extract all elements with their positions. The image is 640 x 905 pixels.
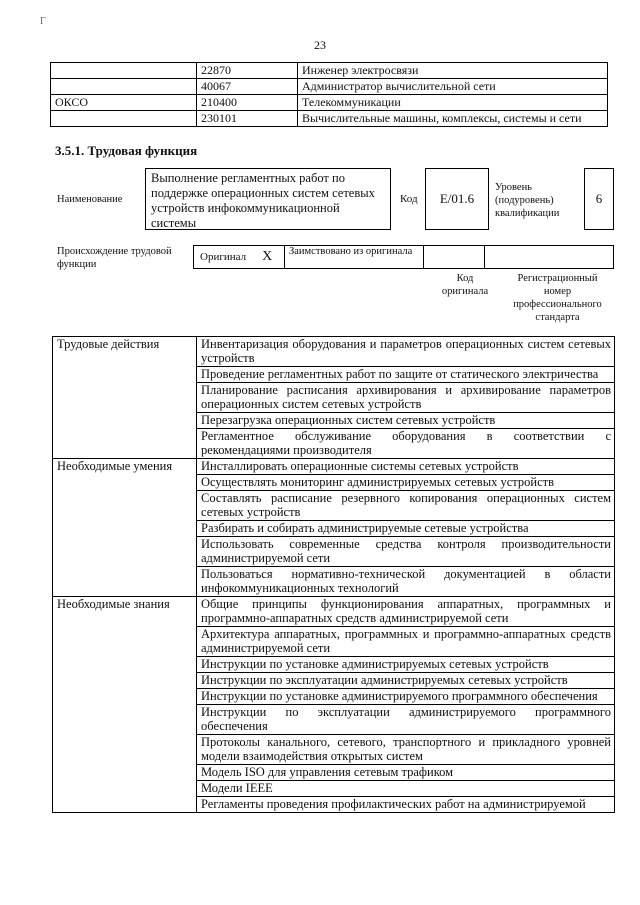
okso-code-cell: 22870	[197, 63, 298, 79]
level-value: 6	[584, 168, 614, 230]
item-cell: Использовать современные средства контроля производительности администрируемой сети	[197, 537, 615, 567]
okso-name-cell: Телекоммуникации	[298, 95, 608, 111]
page-number: 23	[314, 38, 326, 52]
original-mark: X	[262, 249, 273, 264]
table-row	[53, 337, 615, 367]
item-cell: Разбирать и собирать администрируемые сетевые устройства	[197, 521, 615, 537]
item-cell: Регламенты проведения профилактических работ на администрируемой	[197, 797, 615, 813]
category-cell: Необходимые знания	[53, 597, 197, 813]
okso-code-cell: 40067	[197, 79, 298, 95]
name-label: Наименование	[57, 194, 123, 205]
okso-code-cell: 230101	[197, 111, 298, 127]
okso-label-cell	[51, 111, 197, 127]
okso-row	[51, 63, 608, 79]
item-cell: Инструкции по эксплуатации администрируемого программного обеспечения	[197, 705, 615, 735]
item-cell: Модель ISO для управления сетевым трафиком	[197, 765, 615, 781]
category-cell: Трудовые действия	[53, 337, 197, 459]
item-cell: Перезагрузка операционных систем сетевых устройств	[197, 413, 615, 429]
item-cell: Инструкции по установке администрируемого программного обеспечения	[197, 689, 615, 705]
item-cell: Проведение регламентных работ по защите от статического электричества	[197, 367, 615, 383]
borrowed-cell: Заимствовано из оригинала	[284, 245, 424, 269]
okso-label-cell	[51, 63, 197, 79]
okso-label-cell: ОКСО	[51, 95, 197, 111]
okso-name-cell: Администратор вычислительной сети	[298, 79, 608, 95]
item-cell: Модели IEEE	[197, 781, 615, 797]
level-label: Уровень (подуровень) квалификации	[495, 182, 560, 219]
origin-label: Происхождение трудовой функции	[57, 246, 172, 270]
original-label: Оригинал	[200, 251, 247, 263]
item-cell: Общие принципы функционирования аппаратных, программных и программно-аппаратных средств администрируемой сети	[197, 597, 615, 627]
item-cell: Инвентаризация оборудования и параметров операционных систем сетевых устройств	[197, 337, 615, 367]
table-row	[53, 597, 615, 627]
origin-row	[193, 245, 614, 269]
labor-actions-table	[52, 336, 615, 813]
code-original-cell	[423, 245, 485, 269]
item-cell: Инструкции по эксплуатации администрируемых сетевых устройств	[197, 673, 615, 689]
item-cell: Регламентное обслуживание оборудования в соответствии с рекомендациями производителя	[197, 429, 615, 459]
okso-name-cell: Инженер электросвязи	[298, 63, 608, 79]
section-heading: 3.5.1. Трудовая функция	[55, 143, 198, 158]
okso-row	[51, 95, 608, 111]
reg-number-cell	[484, 245, 614, 269]
okso-label-cell	[51, 79, 197, 95]
okso-row	[51, 79, 608, 95]
category-cell: Необходимые умения	[53, 459, 197, 597]
item-cell: Составлять расписание резервного копирования операционных систем сетевых устройств	[197, 491, 615, 521]
okso-code-cell: 210400	[197, 95, 298, 111]
original-cell	[193, 245, 285, 269]
reg-number-label: Регистрационный номер профессионального стандарта	[513, 273, 602, 323]
okso-table	[50, 62, 608, 127]
item-cell: Инсталлировать операционные системы сетевых устройств	[197, 459, 615, 475]
item-cell: Протоколы канального, сетевого, транспортного и прикладного уровней модели взаимодействия открытых систем	[197, 735, 615, 765]
item-cell: Инструкции по установке администрируемых сетевых устройств	[197, 657, 615, 673]
item-cell: Планирование расписания архивирования и архивирование параметров операционных систем сетевых устройств	[197, 383, 615, 413]
table-row	[53, 459, 615, 475]
code-original-label: Код оригинала	[441, 273, 489, 297]
corner-mark: Г	[40, 16, 46, 27]
code-label: Код	[400, 193, 418, 205]
item-cell: Осуществлять мониторинг администрируемых сетевых устройств	[197, 475, 615, 491]
function-code: E/01.6	[425, 168, 489, 230]
okso-name-cell: Вычислительные машины, комплексы, системы и сети	[298, 111, 608, 127]
function-name: Выполнение регламентных работ по поддержке операционных систем сетевых устройств инфокоммуникационной системы	[145, 168, 391, 230]
item-cell: Пользоваться нормативно-технической документацией в области инфокоммуникационных технологий	[197, 567, 615, 597]
item-cell: Архитектура аппаратных, программных и программно-аппаратных средств администрируемой сети	[197, 627, 615, 657]
okso-row	[51, 111, 608, 127]
